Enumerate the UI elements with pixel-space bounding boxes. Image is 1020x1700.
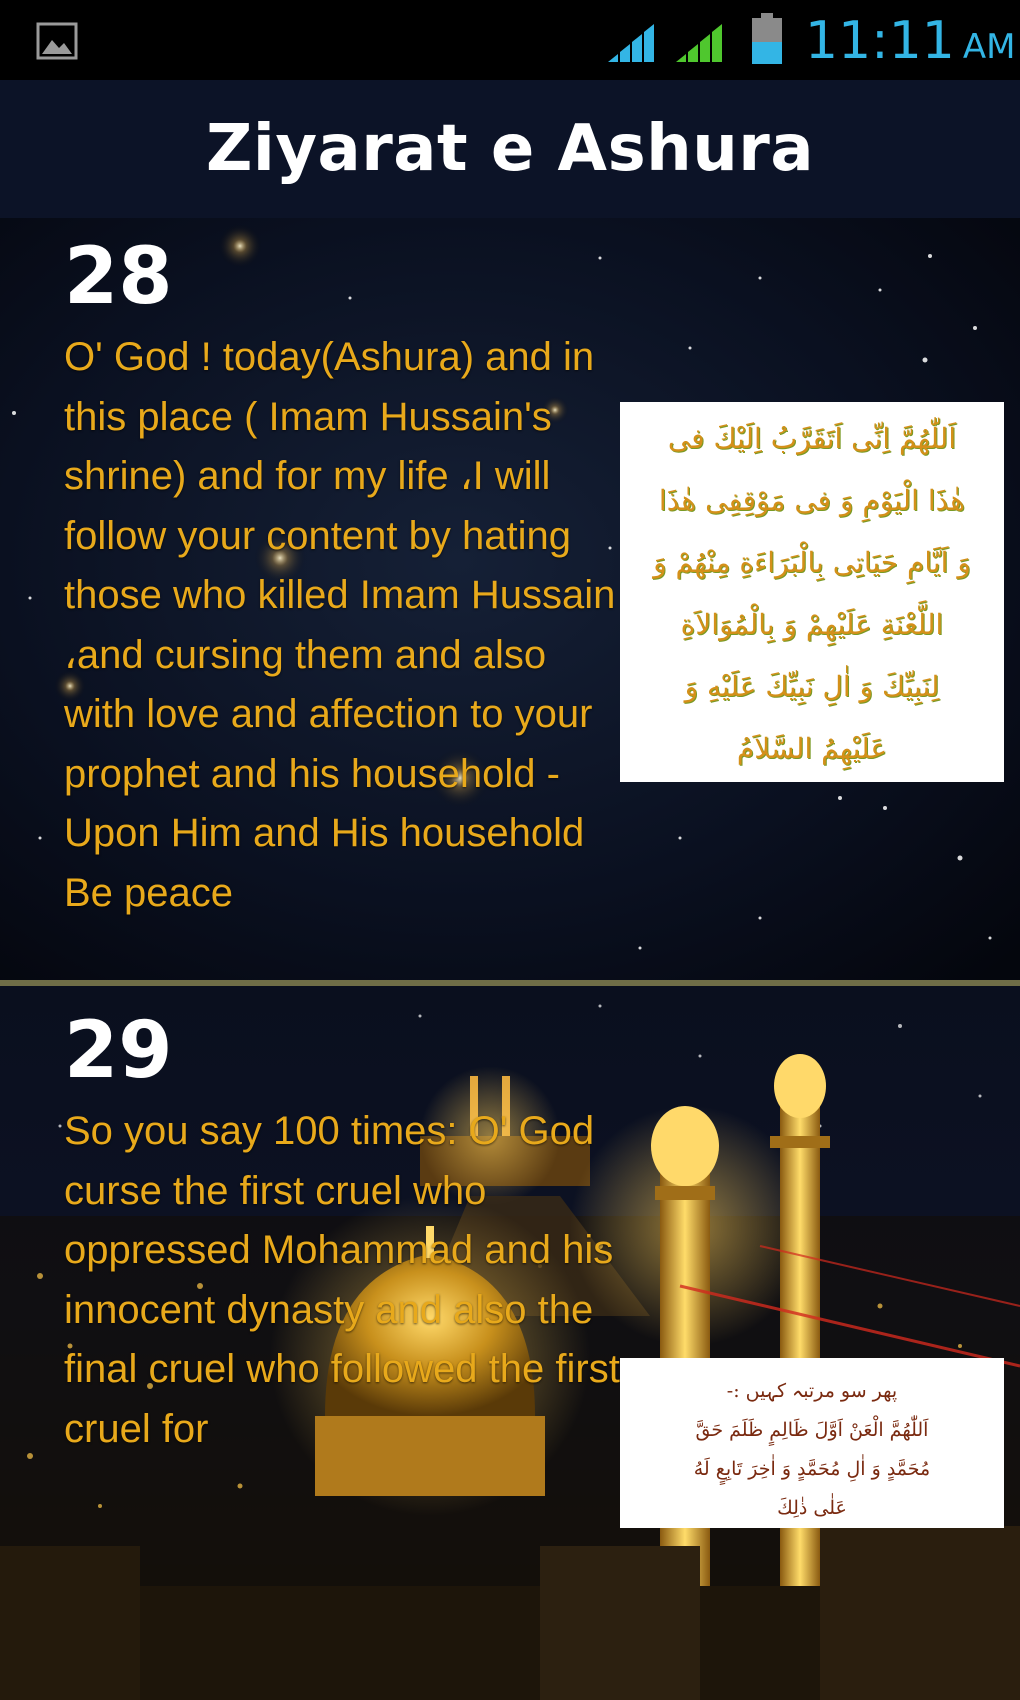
arabic-line: لِنَبِيِّكَ وَ اٰلِ نَبِيِّكَ عَلَيْهِ وَ — [684, 670, 940, 703]
arabic-line: هٰذَا الْيَوْمِ وَ فى مَوْقِفِى هٰذَا — [658, 484, 966, 517]
page-title: Ziyarat e Ashura — [205, 112, 815, 186]
step-number: 28 — [64, 232, 173, 322]
clock-time: 11:11 — [805, 11, 955, 71]
status-bar — [0, 0, 1020, 80]
translation-text: So you say 100 times: O' God curse the first cruel who oppressed Mohammad and his innocent dynasty and also the final cruel who followed the first cruel for — [64, 1109, 620, 1451]
signal-icon — [674, 14, 728, 64]
gallery-notification-icon — [36, 22, 78, 60]
action-bar — [0, 80, 1020, 218]
arabic-dua-image — [620, 402, 1004, 782]
step-number: 29 — [64, 1006, 173, 1096]
arabic-line: وَ اَيَّامِ حَيَاتِى بِالْبَرَاءَةِ مِنْهُمْ وَ — [653, 546, 971, 579]
arabic-line: اَللّٰهُمَّ اِنِّى اَتَقَرَّبُ اِلَيْكَ فى — [667, 422, 957, 455]
clock-ampm: AM — [962, 27, 1016, 67]
signal-icon — [606, 14, 660, 64]
urdu-instruction-line: پھر سو مرتبہ کہیں :- — [726, 1380, 898, 1402]
arabic-line: اَللّٰهُمَّ الْعَنْ اَوَّلَ ظَالِمٍ ظَلَمَ حَقَّ — [695, 1419, 929, 1441]
arabic-line: عَلٰى ذٰلِكَ — [777, 1497, 847, 1519]
battery-icon — [750, 12, 784, 66]
clock — [805, 10, 1015, 70]
step-card-28[interactable] — [0, 218, 1020, 980]
arabic-line: مُحَمَّدٍ وَ اٰلِ مُحَمَّدٍ وَ اٰخِرَ تَابِعٍ لَهُ — [693, 1458, 931, 1480]
arabic-dua-image — [620, 1358, 1004, 1528]
arabic-line: عَلَيْهِمُ السَّلاَمُ — [736, 732, 888, 765]
step-card-29[interactable] — [0, 986, 1020, 1700]
translation-text: O' God ! today(Ashura) and in this place ( Imam Hussain's shrine) and for my life ،I will follow your content by hating those who killed Imam Hussain ،and cursing them and also with love and affection to your prophet and his household -Upon Him and His household Be peace — [64, 335, 616, 915]
arabic-line: اللَّعْنَةِ عَلَيْهِمْ وَ بِالْمُوَالاَةِ — [680, 608, 944, 641]
